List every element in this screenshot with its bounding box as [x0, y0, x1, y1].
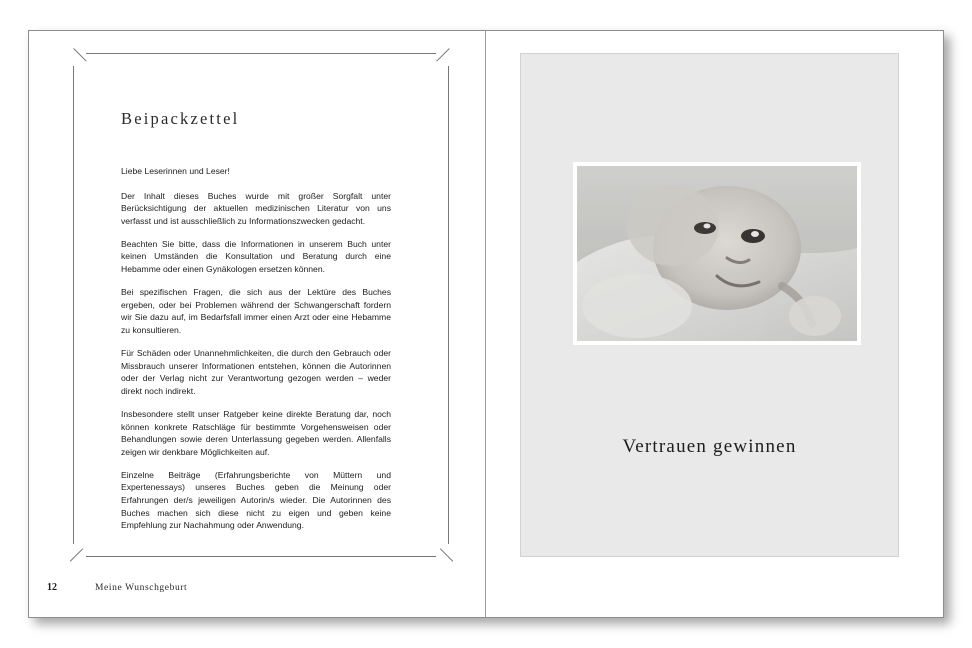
- newborn-baby-photo: [577, 166, 857, 341]
- baby-illustration-icon: [577, 166, 857, 341]
- frame-corner-top-right-icon: [436, 53, 449, 66]
- paragraph-4: Für Schäden oder Unannehmlichkeiten, die durch den Gebrauch oder Missbrauch unserer Informationen entstehen, können die Autorinnen oder der Verlag nicht zur Verantwortung gezogen werden – weder direkt noch indirekt.: [121, 348, 391, 396]
- frame-corner-bottom-left-icon: [73, 544, 86, 557]
- frame-corner-bottom-right-icon: [436, 544, 449, 557]
- photo-frame: [573, 162, 861, 345]
- page-title: Beipackzettel: [121, 109, 240, 128]
- page-footer: [47, 582, 187, 593]
- left-page-content: [121, 109, 391, 542]
- paragraph-2: Beachten Sie bitte, dass die Informationen in unserem Buch unter keinen Umständen die Konsultation und Beratung durch eine Hebamme oder einen Gynäkologen ersetzen können.: [121, 238, 391, 275]
- paragraph-1: Der Inhalt dieses Buches wurde mit großer Sorgfalt unter Berücksichtigung der aktuellen medizinischen Literatur von uns verfasst und ist ausschließlich zu Informationszwecken gedacht.: [121, 190, 391, 226]
- chapter-title: Vertrauen gewinnen: [622, 436, 797, 457]
- page-number: 12: [47, 582, 57, 593]
- paragraph-salutation: Liebe Leserinnen und Leser!: [121, 166, 230, 176]
- right-page: [486, 31, 943, 617]
- left-page: [29, 31, 486, 617]
- book-spread: [28, 30, 944, 618]
- paragraph-3: Bei spezifischen Fragen, die sich aus der Lektüre des Buches ergeben, oder bei Problemen während der Schwangerschaft fordern wir Sie dazu auf, im Bedarfsfall immer einen Arzt oder eine Hebamme zu konsultieren.: [121, 287, 391, 335]
- frame-corner-top-left-icon: [73, 53, 86, 66]
- chapter-opener-panel: [520, 53, 899, 557]
- paragraph-6: Einzelne Beiträge (Erfahrungsberichte von Müttern und Expertenessays) unseres Buches geben die Meinung oder Erfahrungen der/s jeweiligen Autorin/s wieder. Die Autorinnen des Buches machen sich diese nicht zu eigen und geben keine Empfehlung zur Nachahmung oder Anwendung.: [121, 469, 391, 531]
- running-head: Meine Wunschgeburt: [95, 583, 188, 593]
- paragraph-5: Insbesondere stellt unser Ratgeber keine direkte Beratung dar, noch können konkrete Ratschläge für bestimmte Vorgehensweisen oder Behandlungen sowie deren Unterlassung gegeben werden. Allenfalls zeigen wir denkbare Möglichkeiten auf.: [121, 408, 391, 457]
